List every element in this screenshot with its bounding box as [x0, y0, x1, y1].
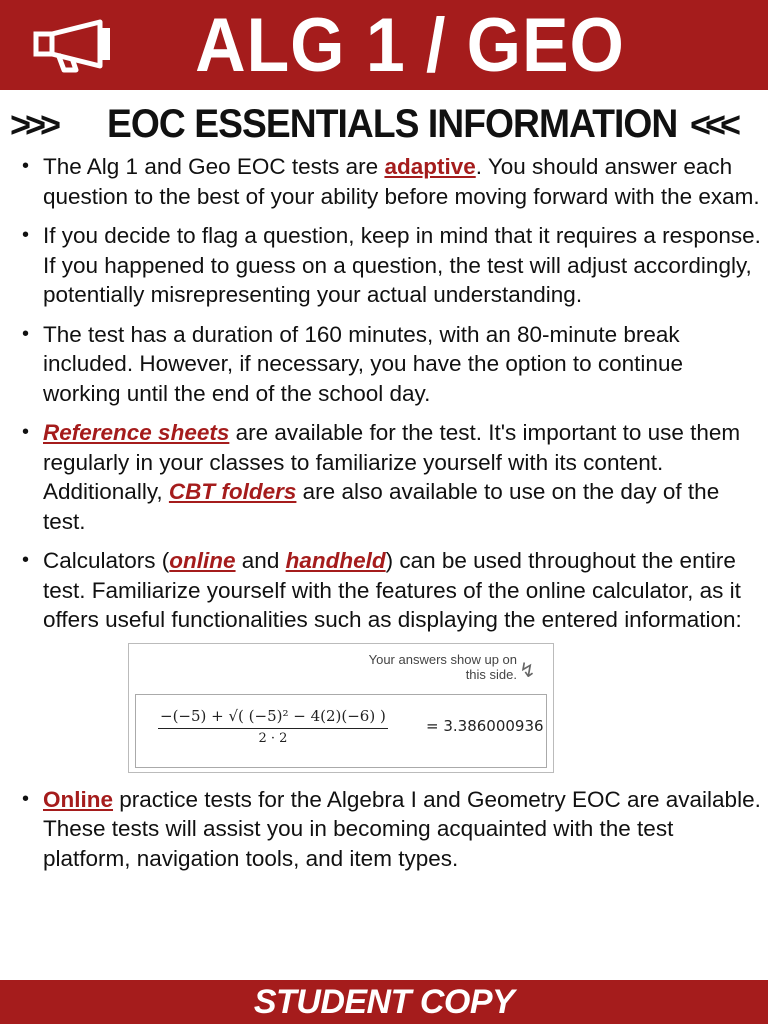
- calculator-result: = 3.386000936: [426, 716, 544, 735]
- bullet-practice-tests: • Online practice tests for the Algebra I and Geometry EOC are available. These tests will assist you in becoming acquainted with the test platform, navigation tools, and item types.: [0, 785, 768, 874]
- info-list: [0, 152, 768, 887]
- adaptive-link[interactable]: adaptive: [384, 154, 476, 179]
- handheld-calculator-link[interactable]: handheld: [285, 548, 386, 573]
- bullet-duration: • The test has a duration of 160 minutes, with an 80-minute break included. However, if necessary, you have the option to continue working until the end of the school day.: [0, 320, 768, 409]
- calculator-screenshot-item: [0, 643, 768, 773]
- calculator-display: [135, 694, 547, 768]
- cbt-folders-link[interactable]: CBT folders: [168, 479, 297, 504]
- page-title: ALG 1 / GEO: [195, 3, 625, 88]
- megaphone-icon: [30, 18, 122, 74]
- header-banner: [0, 0, 768, 90]
- curved-arrow-icon: ↯: [519, 659, 536, 682]
- chevrons-right: <<<: [690, 104, 736, 145]
- bullet-reference-sheets: • Reference sheets are available for the test. It's important to use them regularly in your classes to familiarize yourself with its content. Additionally, CBT folders are also available to use on the day of the test.: [0, 418, 768, 536]
- bullet-adaptive: • The Alg 1 and Geo EOC tests are adaptive. You should answer each question to the best of your ability before moving forward with the exam.: [0, 152, 768, 211]
- calculator-note: Your answers show up on this side.: [368, 651, 517, 682]
- section-title: EOC ESSENTIALS INFORMATION: [107, 102, 678, 146]
- chevrons-left: >>>: [10, 104, 56, 145]
- online-calculator-link[interactable]: online: [169, 548, 236, 573]
- footer-banner: [0, 980, 768, 1024]
- reference-sheets-link[interactable]: Reference sheets: [43, 420, 230, 445]
- bullet-flag-question: • If you decide to flag a question, keep in mind that it requires a response. If you happened to guess on a question, the test will adjust accordingly, potentially misrepresenting your actual understanding.: [0, 221, 768, 310]
- section-heading: [0, 100, 768, 156]
- footer-label: STUDENT COPY: [253, 983, 515, 1021]
- bullet-calculators: • Calculators (online and handheld) can be used throughout the entire test. Familiarize yourself with the features of the online calculator, as it offers useful functionalities such as displaying the entered information:: [0, 546, 768, 635]
- online-practice-link[interactable]: Online: [43, 786, 114, 812]
- quadratic-formula: [158, 707, 388, 746]
- formula-denominator: 2 · 2: [258, 730, 288, 746]
- formula-numerator: −(−5) + √( (−5)² − 4(2)(−6) ): [158, 707, 388, 729]
- calculator-screenshot: [128, 643, 554, 773]
